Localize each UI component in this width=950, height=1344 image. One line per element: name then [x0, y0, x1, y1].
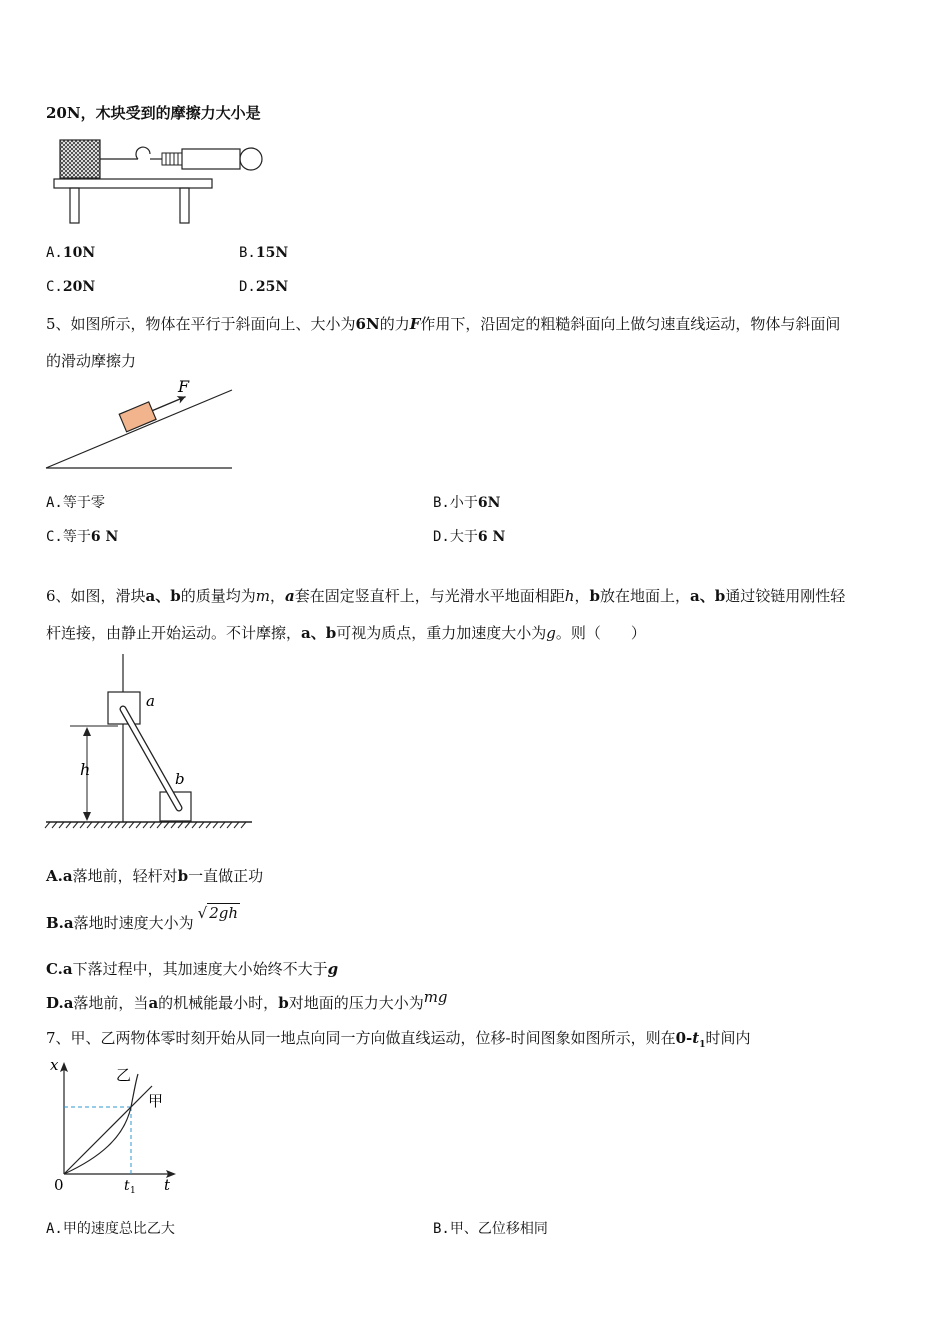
sqrt-expression: √ 2gh [197, 904, 239, 922]
q5-stem-line1: 5、如图所示，物体在平行于斜面向上、大小为6N的力F作用下，沿固定的粗糙斜面向上做匀速直线运动，物体与斜面间 [46, 315, 841, 333]
q4-option-c[interactable]: C.20N [46, 279, 96, 295]
q6-stem-line1: 6、如图，滑块a、b的质量均为m，a套在固定竖直杆上，与光滑水平地面相距h，b放在地面上，a、b通过铰链用刚性轻 [46, 587, 846, 605]
q6-option-d[interactable]: D.a落地前，当a的机械能最小时，b对地面的压力大小为mg [46, 988, 448, 1012]
q7-line-jia [64, 1086, 152, 1174]
q4-option-d[interactable]: D.25N [239, 279, 289, 295]
q5-block [119, 402, 156, 432]
q5-option-b[interactable]: B.小于6N [433, 495, 501, 511]
svg-text:h: h [80, 760, 91, 779]
svg-text:1: 1 [130, 1186, 136, 1196]
q4-scale-ring [240, 148, 262, 170]
q5-option-c[interactable]: C.等于6 N [46, 529, 119, 545]
q5-option-a[interactable]: A.等于零 [46, 495, 105, 511]
q5-stem-line2: 的滑动摩擦力 [46, 352, 137, 370]
q5-force-label: F [178, 377, 190, 396]
q6-option-b[interactable]: B.a落地时速度大小为√ 2gh [46, 904, 239, 932]
q6-option-a[interactable]: A.a落地前，轻杆对b一直做正功 [46, 867, 264, 885]
q5-option-d[interactable]: D.大于6 N [433, 529, 506, 545]
q7-stem: 7、甲、乙两物体零时刻开始从同一地点向同一方向做直线运动，位移-时间图象如图所示，则在$0-t_1$时间内 [46, 1029, 751, 1050]
svg-text:b: b [175, 770, 185, 788]
q6-stem-line2: 杆连接，由静止开始运动。不计摩擦，a、b可视为质点，重力加速度大小为g。则（ ） [46, 624, 646, 642]
svg-text:乙: 乙 [116, 1066, 132, 1084]
q7-figure-xt-graph [44, 1058, 244, 1198]
svg-text:t: t [124, 1178, 130, 1194]
svg-text:0: 0 [54, 1176, 64, 1194]
svg-text:t: t [164, 1176, 171, 1194]
q4-wood-block [60, 140, 100, 178]
q4-stem: 20N，木块受到的摩擦力大小是 [46, 104, 261, 122]
svg-text:x: x [50, 1056, 59, 1074]
q5-figure-incline [44, 376, 244, 472]
q7-option-b[interactable]: B.甲、乙位移相同 [433, 1221, 548, 1237]
q4-figure-spring-scale [50, 135, 270, 227]
svg-text:甲: 甲 [148, 1092, 164, 1110]
q4-spring-scale-body [182, 149, 240, 169]
svg-text:a: a [146, 692, 155, 710]
q7-curve-yi [64, 1074, 138, 1174]
q4-option-b[interactable]: B.15N [239, 245, 289, 261]
q7-option-a[interactable]: A.甲的速度总比乙大 [46, 1221, 175, 1237]
q6-figure-sliders [44, 652, 259, 830]
q4-table-top [54, 179, 212, 188]
q6-option-c[interactable]: C.a下落过程中，其加速度大小始终不大于g [46, 960, 339, 978]
q4-option-a[interactable]: A.10N [46, 245, 96, 261]
